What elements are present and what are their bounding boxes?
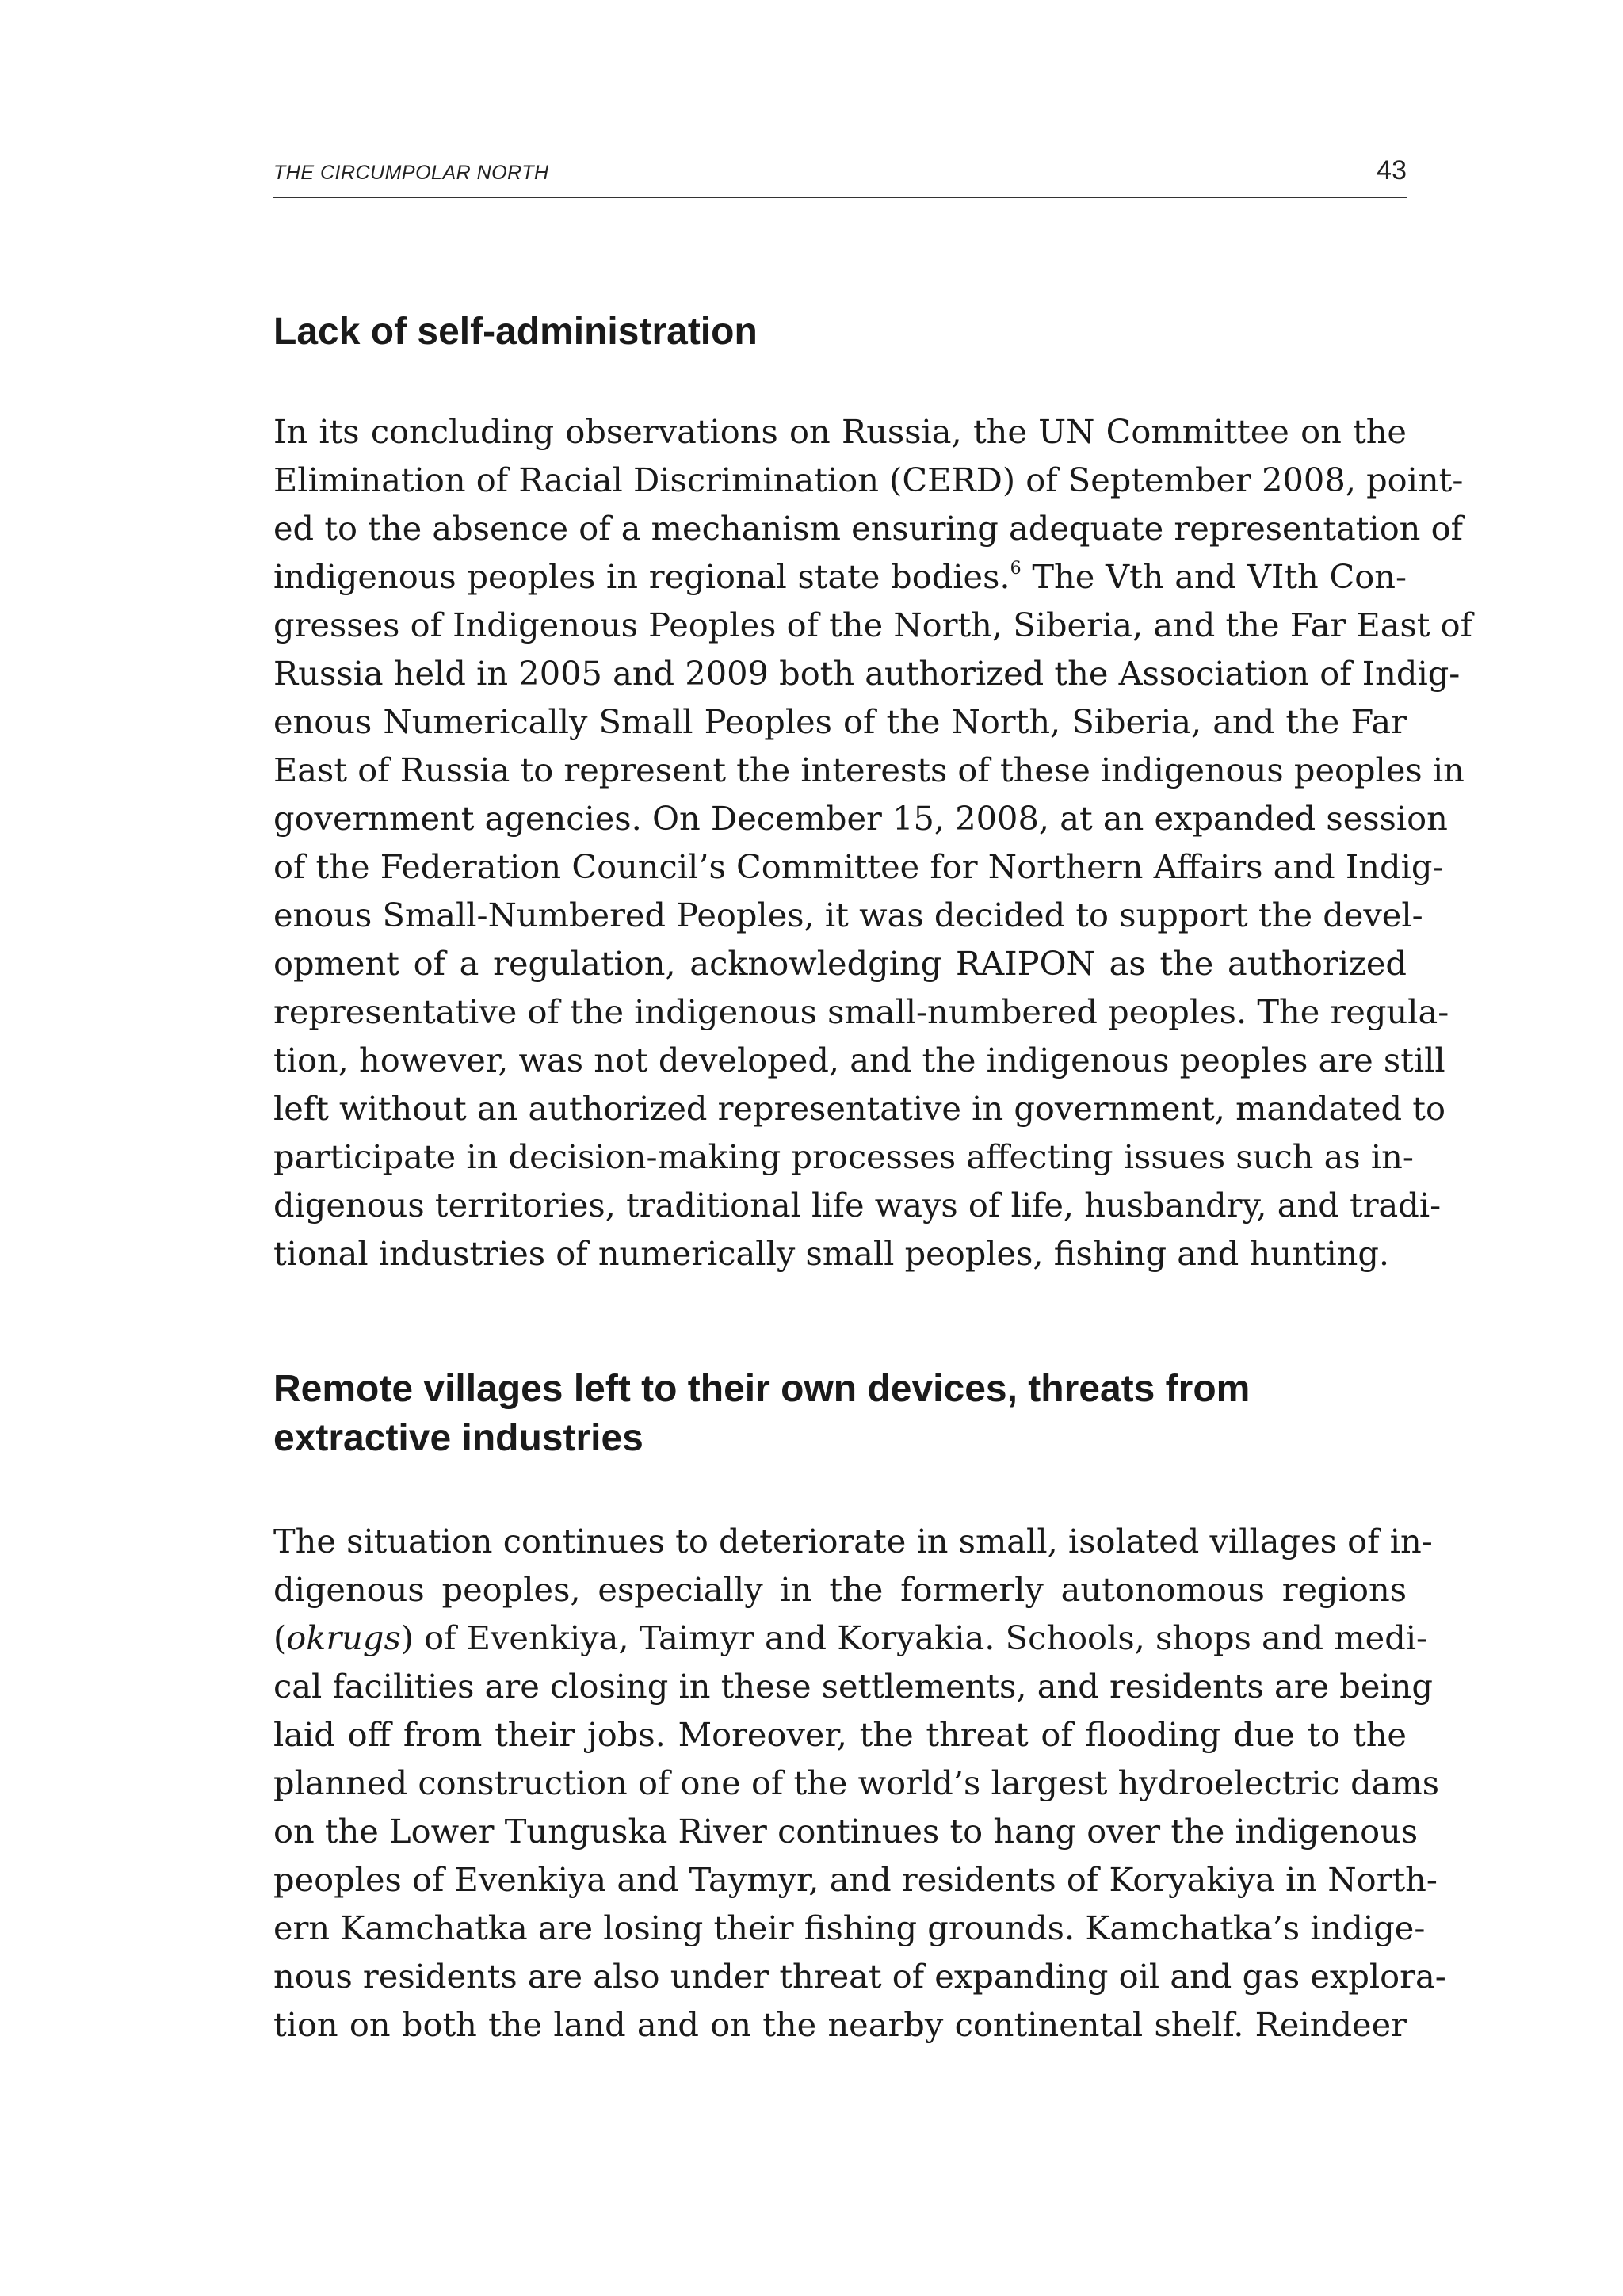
text-line: ern Kamchatka are losing their fishing grounds. Kamchatka’s indige- bbox=[273, 1908, 1426, 1947]
text-line: left without an authorized representative in government, mandated to bbox=[273, 1089, 1445, 1128]
text-line: gresses of Indigenous Peoples of the North, Siberia, and the Far East of bbox=[273, 606, 1473, 644]
text-segment: ) of Evenkiya, Taimyr and Koryakia. Schools, shops and medi- bbox=[400, 1618, 1428, 1657]
text-line: nous residents are also under threat of expanding oil and gas explora- bbox=[273, 1957, 1446, 1996]
text-line: ed to the absence of a mechanism ensuring adequate representation of bbox=[273, 509, 1463, 548]
text-line: peoples of Evenkiya and Taymyr, and residents of Koryakiya in North- bbox=[273, 1860, 1438, 1899]
text-line: East of Russia to represent the interests of these indigenous peoples in bbox=[273, 751, 1465, 789]
text-line bbox=[273, 1614, 1428, 1662]
text-line: The situation continues to deteriorate in small, isolated villages of in- bbox=[273, 1522, 1433, 1561]
text-line: cal facilities are closing in these settlements, and residents are being bbox=[273, 1667, 1433, 1706]
text-line: enous Small-Numbered Peoples, it was decided to support the devel- bbox=[273, 896, 1423, 934]
paragraph-remote-villages bbox=[273, 1517, 1446, 2049]
text-line: on the Lower Tunguska River continues to hang over the indigenous bbox=[273, 1812, 1419, 1851]
page-number: 43 bbox=[1377, 155, 1407, 185]
text-line: digenous territories, traditional life ways of life, husbandry, and tradi- bbox=[273, 1186, 1442, 1224]
text-line: digenous peoples, especially in the formerly autonomous regions bbox=[273, 1570, 1407, 1609]
text-line: Russia held in 2005 and 2009 both authorized the Association of Indig- bbox=[273, 654, 1461, 693]
text-line bbox=[273, 552, 1407, 601]
running-header bbox=[273, 155, 1407, 198]
text-line: tion on both the land and on the nearby continental shelf. Reindeer bbox=[273, 2005, 1407, 2044]
text-line: tion, however, was not developed, and the indigenous peoples are still bbox=[273, 1041, 1445, 1079]
text-line: enous Numerically Small Peoples of the North, Siberia, and the Far bbox=[273, 702, 1407, 741]
text-line: participate in decision-making processes affecting issues such as in- bbox=[273, 1137, 1414, 1176]
text-line: planned construction of one of the world’s largest hydroelectric dams bbox=[273, 1763, 1440, 1802]
text-line: of the Federation Council’s Committee for Northern Affairs and Indig- bbox=[273, 847, 1444, 886]
text-line: Elimination of Racial Discrimination (CERD) of September 2008, point- bbox=[273, 460, 1464, 499]
text-line: laid off from their jobs. Moreover, the threat of flooding due to the bbox=[273, 1715, 1407, 1754]
text-line: opment of a regulation, acknowledging RAIPON as the authorized bbox=[273, 944, 1407, 983]
italic-term: okrugs bbox=[286, 1618, 401, 1657]
section-heading-self-administration: Lack of self-administration bbox=[273, 311, 758, 353]
section-heading-remote-villages: Remote villages left to their own devices, threats from extractive industries bbox=[273, 1368, 1251, 1459]
text-line: tional industries of numerically small peoples, fishing and hunting. bbox=[273, 1234, 1390, 1273]
footnote-marker[interactable]: 6 bbox=[1010, 559, 1022, 579]
text-line: government agencies. On December 15, 2008, at an expanded session bbox=[273, 799, 1448, 838]
paragraph-self-administration bbox=[273, 407, 1473, 1278]
text-line: In its concluding observations on Russia, the UN Committee on the bbox=[273, 412, 1407, 451]
text-line: representative of the indigenous small-numbered peoples. The regula- bbox=[273, 992, 1449, 1031]
running-title: THE CIRCUMPOLAR NORTH bbox=[273, 162, 549, 184]
text-segment: The Vth and VIth Con- bbox=[1021, 557, 1407, 596]
text-segment: indigenous peoples in regional state bodies. bbox=[273, 557, 1010, 596]
text-segment: ( bbox=[273, 1618, 287, 1657]
